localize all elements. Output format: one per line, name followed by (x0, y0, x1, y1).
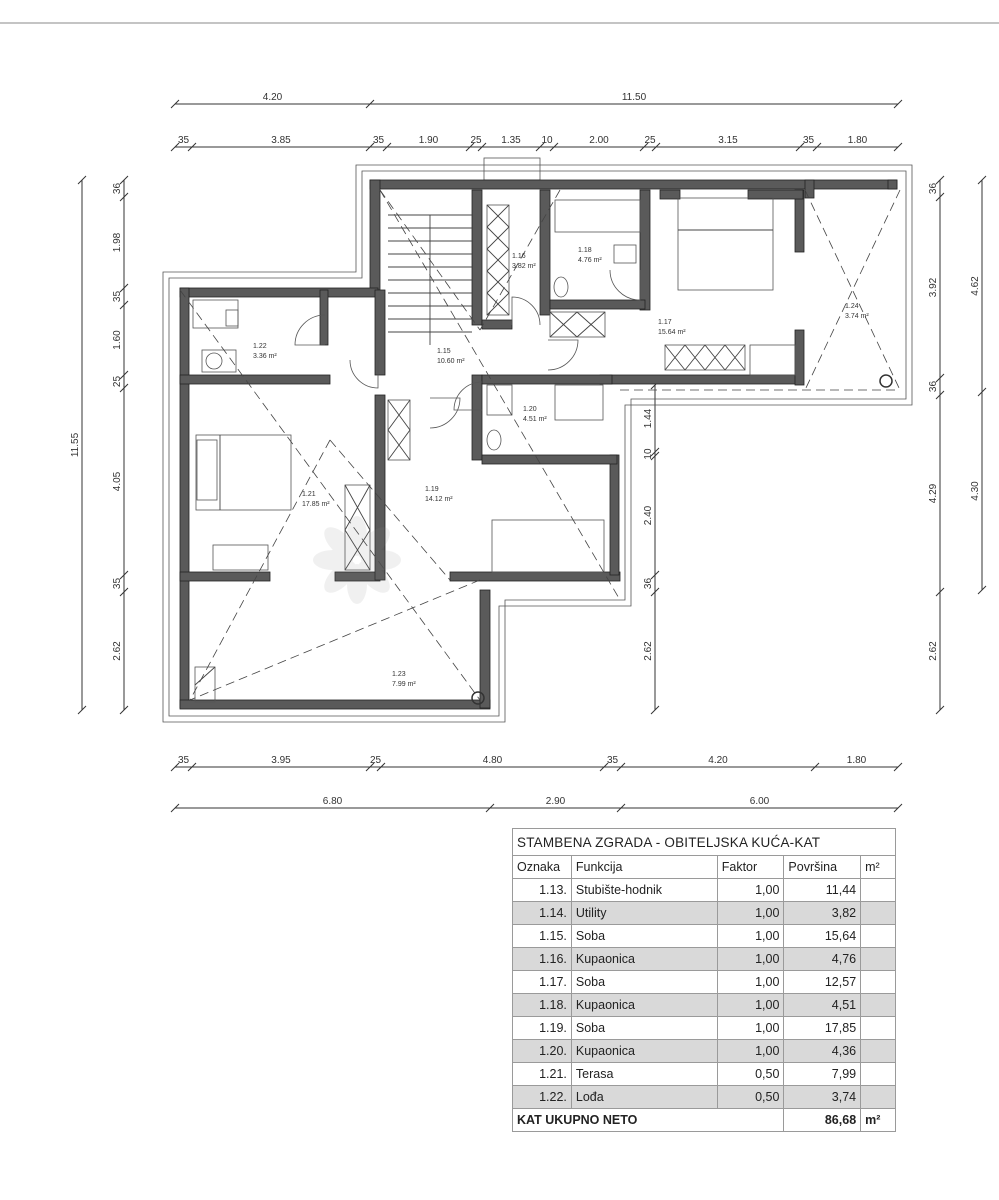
row-unit (861, 994, 896, 1017)
washbasin-1-18 (614, 245, 636, 263)
table-row (513, 925, 896, 948)
room-area: 7.99 m² (392, 681, 416, 688)
wall (472, 375, 482, 460)
toilet-1-22 (226, 310, 238, 326)
drain-1-23 (195, 667, 215, 702)
header-povrsina: Površina (784, 856, 861, 879)
table-row (513, 1017, 896, 1040)
dimension-label: 25 (470, 135, 482, 146)
wall (888, 180, 897, 189)
row-factor: 0,50 (717, 1063, 784, 1086)
table-row (513, 971, 896, 994)
area-table (512, 828, 896, 1132)
dimension-label: 1.60 (112, 330, 123, 350)
room-code: 1.21 (302, 491, 316, 498)
desk-1-21 (213, 545, 268, 570)
room-code: 1.24 (845, 303, 859, 310)
dimension-label: 36 (112, 182, 123, 195)
room-code: 1.23 (392, 671, 406, 678)
row-function: Soba (571, 925, 717, 948)
roof-line (190, 440, 330, 700)
washbasin-1-20 (555, 385, 603, 420)
dimension-label: 35 (177, 755, 190, 766)
row-code: 1.21. (513, 1063, 572, 1086)
door-swing (610, 270, 640, 300)
door-swing (548, 340, 578, 370)
total-value: 86,68 (784, 1109, 861, 1132)
table-row (513, 994, 896, 1017)
wall (640, 190, 650, 310)
wall (370, 180, 380, 290)
room-code: 1.15 (437, 348, 451, 355)
dimension-label: 35 (802, 135, 815, 146)
table-row (513, 1063, 896, 1086)
dimension-label: 35 (112, 577, 123, 590)
header-oznaka: Oznaka (513, 856, 572, 879)
row-unit (861, 971, 896, 994)
wall (375, 290, 385, 375)
row-area: 3,82 (784, 902, 861, 925)
dimension-label: 35 (372, 135, 385, 146)
row-factor: 1,00 (717, 1017, 784, 1040)
room-area: 4.51 m² (523, 416, 547, 423)
row-unit (861, 1063, 896, 1086)
dimension-label: 3.15 (718, 135, 738, 146)
shower-1-20 (487, 385, 512, 415)
dimension-label: 6.80 (322, 796, 343, 807)
room-code: 1.16 (512, 253, 526, 260)
door-swing (430, 398, 460, 428)
dimension-label: 4.62 (970, 276, 981, 296)
building-outline (163, 158, 912, 722)
row-area: 11,44 (784, 879, 861, 902)
row-code: 1.19. (513, 1017, 572, 1040)
dimension-label: 25 (112, 375, 123, 388)
dimension-label: 11.50 (621, 92, 647, 103)
row-function: Kupaonica (571, 1040, 717, 1063)
wall (540, 190, 550, 315)
row-unit (861, 1040, 896, 1063)
dimension-label: 11.55 (70, 432, 81, 458)
dimension-label: 3.95 (271, 755, 291, 766)
row-code: 1.15. (513, 925, 572, 948)
wall (450, 572, 620, 581)
wall (320, 290, 328, 345)
wall (482, 375, 612, 384)
dimension-label: 1.44 (643, 408, 654, 429)
wardrobe-1-17 (665, 345, 745, 370)
row-unit (861, 879, 896, 902)
wardrobe-1-19 (388, 400, 410, 460)
row-factor: 1,00 (717, 902, 784, 925)
dimension-label: 25 (644, 135, 656, 146)
dimension-label: 2.62 (112, 641, 123, 661)
bed-1-19 (492, 520, 604, 572)
dimension-label: 35 (606, 755, 619, 766)
table-total-row (513, 1109, 896, 1132)
wall (472, 190, 482, 325)
row-code: 1.16. (513, 948, 572, 971)
wall (550, 300, 645, 309)
row-code: 1.18. (513, 994, 572, 1017)
plan-line (195, 667, 215, 685)
dimension-label: 4.20 (262, 92, 283, 103)
table-row (513, 1086, 896, 1109)
room-area: 14.12 m² (425, 496, 453, 503)
wall (600, 375, 800, 384)
dimension-label: 4.30 (970, 481, 981, 501)
table-title-row (513, 829, 896, 856)
dimension-label: 35 (177, 135, 190, 146)
roof-line (180, 290, 480, 700)
row-unit (861, 1017, 896, 1040)
row-code: 1.14. (513, 902, 572, 925)
dimension-label: 36 (643, 577, 654, 590)
room-code: 1.20 (523, 406, 537, 413)
row-area: 15,64 (784, 925, 861, 948)
room-code: 1.18 (578, 247, 592, 254)
row-area: 4,51 (784, 994, 861, 1017)
row-function: Kupaonica (571, 994, 717, 1017)
dimension-label: 10 (643, 448, 654, 460)
dimension-label: 4.80 (482, 755, 503, 766)
row-factor: 1,00 (717, 925, 784, 948)
desk-1-17 (750, 345, 795, 375)
wall (482, 320, 512, 329)
dimension-label: 1.98 (112, 232, 123, 253)
room-area: 10.60 m² (437, 358, 465, 365)
wall (805, 180, 814, 198)
wall (370, 180, 897, 189)
room-labels (253, 247, 869, 688)
dimension-label: 36 (928, 182, 939, 195)
bath-1-18 (555, 200, 640, 232)
wall (180, 288, 189, 708)
row-area: 12,57 (784, 971, 861, 994)
row-code: 1.17. (513, 971, 572, 994)
dimension-label: 1.90 (418, 135, 439, 146)
table-row (513, 948, 896, 971)
header-funkcija: Funkcija (571, 856, 717, 879)
dimension-label: 2.62 (928, 641, 939, 661)
dimension-label: 1.80 (846, 755, 867, 766)
row-code: 1.20. (513, 1040, 572, 1063)
table-title: STAMBENA ZGRADA - OBITELJSKA KUĆA-KAT (513, 829, 896, 856)
room-area: 15.64 m² (658, 329, 686, 336)
header-faktor: Faktor (717, 856, 784, 879)
row-function: Soba (571, 971, 717, 994)
room-code: 1.22 (253, 343, 267, 350)
table-row (513, 879, 896, 902)
dimension-label: 2.62 (643, 641, 654, 661)
row-factor: 1,00 (717, 994, 784, 1017)
dimension-label: 2.40 (643, 505, 654, 526)
dimension-label: 3.85 (271, 135, 291, 146)
wall (660, 190, 680, 199)
dimension-label: 4.20 (708, 755, 728, 766)
room-area: 3.82 m² (512, 263, 536, 270)
roof-eave-inner (169, 171, 906, 716)
room-area: 3.74 m² (845, 313, 869, 320)
door-swing (350, 360, 378, 388)
nightstand-1-21 (197, 440, 217, 500)
table-header-row (513, 856, 896, 879)
row-area: 7,99 (784, 1063, 861, 1086)
toilet-icon (554, 277, 568, 297)
room-area: 17.85 m² (302, 501, 330, 508)
row-function: Lođa (571, 1086, 717, 1109)
chimney (484, 158, 540, 180)
row-factor: 0,50 (717, 1086, 784, 1109)
row-factor: 1,00 (717, 879, 784, 902)
row-function: Kupaonica (571, 948, 717, 971)
row-area: 3,74 (784, 1086, 861, 1109)
row-area: 4,76 (784, 948, 861, 971)
total-label: KAT UKUPNO NETO (513, 1109, 784, 1132)
row-unit (861, 948, 896, 971)
door-swing (512, 297, 540, 325)
room-code: 1.17 (658, 319, 672, 326)
roof-line (190, 580, 480, 700)
table-row (513, 1040, 896, 1063)
room-area: 3.36 m² (253, 353, 277, 360)
dimension-label: 1.80 (847, 135, 868, 146)
row-function: Terasa (571, 1063, 717, 1086)
dimension-label: 4.29 (928, 483, 939, 504)
table-body (513, 879, 896, 1109)
row-unit (861, 925, 896, 948)
bathtub-1-22 (193, 300, 238, 328)
sink-icon (206, 353, 222, 369)
dimension-label: 2.90 (545, 796, 566, 807)
double-bed-1-17 (678, 198, 773, 290)
wall (482, 455, 617, 464)
wall (180, 288, 378, 297)
dimension-label: 36 (928, 380, 939, 393)
dimension-label: 1.35 (501, 135, 521, 146)
total-unit: m² (861, 1109, 896, 1132)
wall (180, 700, 490, 709)
room-code: 1.19 (425, 486, 439, 493)
toilet-icon (487, 430, 501, 450)
double-bed-1-21 (196, 435, 291, 510)
dimension-label: 3.92 (928, 277, 939, 298)
row-code: 1.13. (513, 879, 572, 902)
row-area: 17,85 (784, 1017, 861, 1040)
dimension-label: 35 (112, 290, 123, 303)
row-unit (861, 902, 896, 925)
wardrobe-1-18 (550, 312, 605, 337)
row-code: 1.22. (513, 1086, 572, 1109)
dimension-label: 6.00 (749, 796, 770, 807)
wall (795, 330, 804, 385)
row-unit (861, 1086, 896, 1109)
row-factor: 1,00 (717, 1040, 784, 1063)
wall (180, 375, 330, 384)
drain-icon (880, 375, 892, 387)
dimension-label: 10 (541, 135, 553, 146)
wall (480, 590, 490, 708)
row-factor: 1,00 (717, 971, 784, 994)
row-area: 4,36 (784, 1040, 861, 1063)
table-row (513, 902, 896, 925)
watermark-logo (313, 516, 401, 604)
row-function: Soba (571, 1017, 717, 1040)
row-function: Stubište-hodnik (571, 879, 717, 902)
header-unit: m² (861, 856, 896, 879)
row-factor: 1,00 (717, 948, 784, 971)
row-function: Utility (571, 902, 717, 925)
dimension-label: 2.00 (589, 135, 609, 146)
room-area: 4.76 m² (578, 257, 602, 264)
dimension-label: 4.05 (112, 471, 123, 492)
washbasin-1-22 (202, 350, 236, 372)
dimension-label: 25 (369, 755, 382, 766)
wall (610, 455, 619, 575)
